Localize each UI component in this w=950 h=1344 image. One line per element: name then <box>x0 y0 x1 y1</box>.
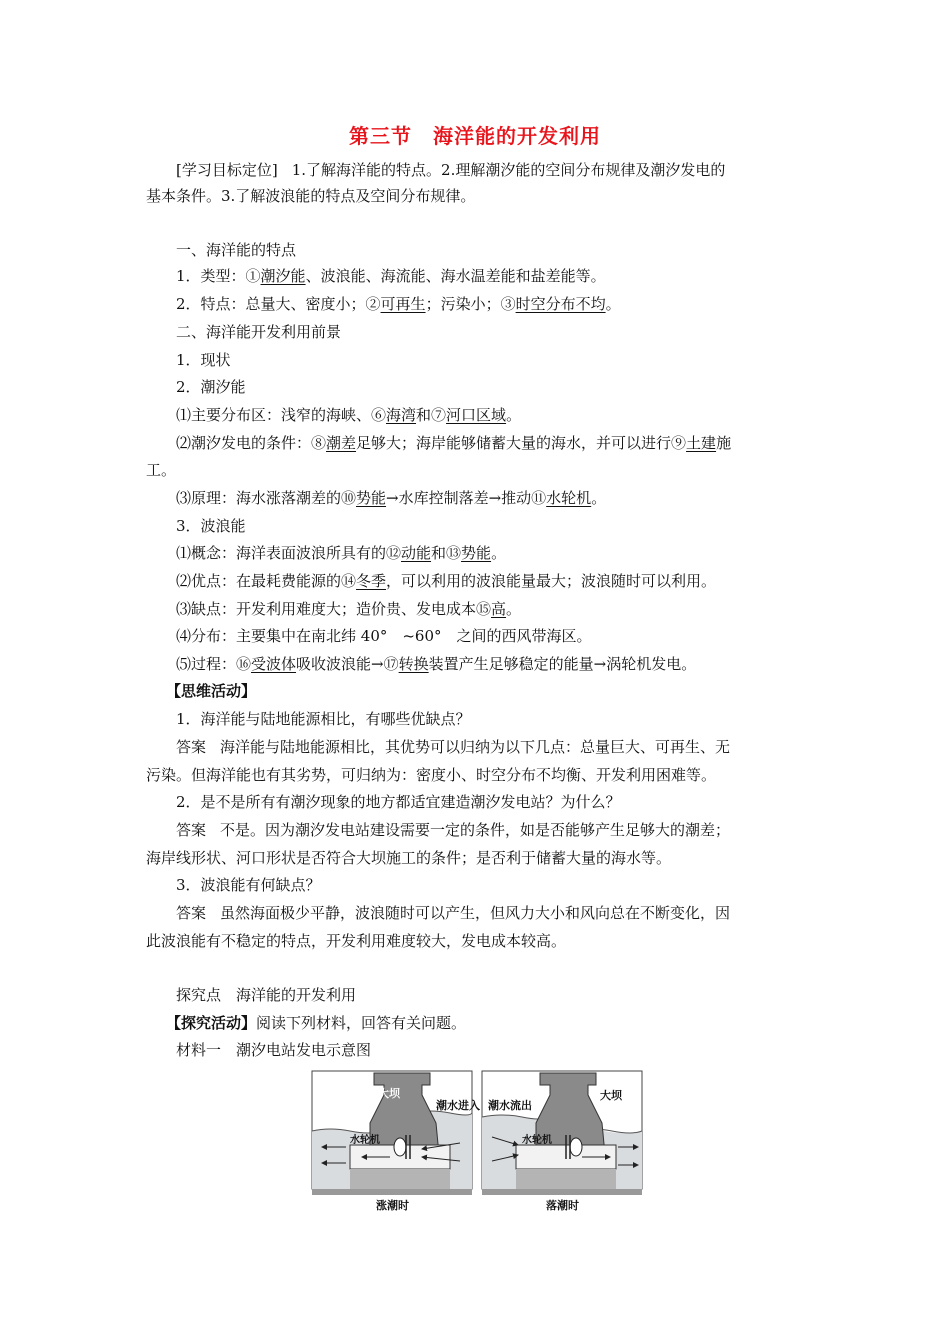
blank-answer: 受波体 <box>251 655 297 673</box>
wave-item5: ⑸过程：⑯受波体吸收波浪能→⑰转换装置产生足够稳定的能量→涡轮机发电。 <box>176 655 697 673</box>
answer-3-line1: 答案 虽然海面极少平静，波浪随时可以产生，但风力大小和风向总在不断变化，因 <box>176 904 731 922</box>
learning-objectives-line2: 基本条件。3.了解波浪能的特点及空间分布规律。 <box>146 187 476 205</box>
explore-activity: 【探究活动】阅读下列材料，回答有关问题。 <box>166 1014 467 1032</box>
material-1-title: 材料一 潮汐电站发电示意图 <box>176 1041 372 1059</box>
dam-label: 大坝 <box>378 1087 400 1100</box>
blank-answer: 海湾 <box>386 406 417 424</box>
section2-heading: 二、海洋能开发利用前景 <box>176 323 342 341</box>
answer-label: 答案 <box>176 904 207 922</box>
flow-label: 潮水流出 <box>488 1099 532 1112</box>
tidal-item3: ⑶原理：海水涨落潮差的⑩势能→水库控制落差→推动⑪水轮机。 <box>176 489 607 507</box>
activity-label: 【探究活动】 <box>166 1014 257 1032</box>
answer-1-line2: 污染。但海洋能也有其劣势，可归纳为：密度小、时空分布不均衡、开发利用困难等。 <box>146 766 717 784</box>
section1-heading: 一、海洋能的特点 <box>176 241 297 259</box>
dam-label: 大坝 <box>600 1089 622 1102</box>
turbine-label: 水轮机 <box>522 1135 552 1146</box>
answer-3-line2: 此波浪能有不稳定的特点，开发利用难度较大，发电成本较高。 <box>146 932 567 950</box>
caption-ebb: 落潮时 <box>546 1199 579 1212</box>
wave-item4: ⑷分布：主要集中在南北纬 40° ~60° 之间的西风带海区。 <box>176 627 592 645</box>
explore-point: 探究点 海洋能的开发利用 <box>176 986 357 1004</box>
blank-answer: 水轮机 <box>546 489 592 507</box>
page-title: 第三节 海洋能的开发利用 <box>349 124 601 148</box>
blank-answer: 潮差 <box>326 434 357 452</box>
tidal-power-diagram <box>310 1065 645 1220</box>
section2-status: 1．现状 <box>176 351 231 369</box>
ebb-tide-panel <box>482 1071 642 1212</box>
blank-answer: 河口区域 <box>446 406 507 424</box>
blank-answer: 动能 <box>401 544 432 562</box>
answer-2-line2: 海岸线形状、河口形状是否符合大坝施工的条件；是否利于储蓄大量的海水等。 <box>146 849 672 867</box>
blank-answer: 势能 <box>356 489 387 507</box>
blank-answer: 势能 <box>461 544 492 562</box>
section2-wave: 3．波浪能 <box>176 517 246 535</box>
turbine-label: 水轮机 <box>350 1135 380 1146</box>
blank-answer: 高 <box>491 600 507 618</box>
tidal-item1: ⑴主要分布区：浅窄的海峡、⑥海湾和⑦河口区域。 <box>176 406 522 424</box>
objectives-label: [学习目标定位] <box>176 161 278 179</box>
learning-objectives-line1: [学习目标定位] 1.了解海洋能的特点。2.理解潮汐能的空间分布规律及潮汐发电的 <box>176 161 726 179</box>
answer-label: 答案 <box>176 738 207 756</box>
section2-tidal: 2．潮汐能 <box>176 378 246 396</box>
section1-item2: 2．特点：总量大、密度小；②可再生；污染小；③时空分布不均。 <box>176 295 621 313</box>
caption-flood: 涨潮时 <box>376 1199 409 1212</box>
question-1: 1．海洋能与陆地能源相比，有哪些优缺点？ <box>176 710 471 728</box>
blank-answer: 冬季 <box>356 572 387 590</box>
section1-item1: 1．类型：①潮汐能、波浪能、海流能、海水温差能和盐差能等。 <box>176 267 606 285</box>
answer-label: 答案 <box>176 821 207 839</box>
flood-tide-panel <box>312 1071 480 1212</box>
blank-answer: 土建 <box>686 434 717 452</box>
blank-answer: 潮汐能 <box>260 267 306 285</box>
tidal-item2-cont: 工。 <box>146 461 177 479</box>
tidal-item2: ⑵潮汐发电的条件：⑧潮差足够大；海岸能够储蓄大量的海水，并可以进行⑨土建施 <box>176 434 732 452</box>
blank-answer: 可再生 <box>380 295 426 313</box>
wave-item3: ⑶缺点：开发利用难度大；造价贵、发电成本⑮高。 <box>176 600 522 618</box>
blank-answer: 时空分布不均 <box>515 295 606 313</box>
thinking-heading: 【思维活动】 <box>166 682 257 700</box>
question-2: 2．是不是所有有潮汐现象的地方都适宜建造潮汐发电站？为什么？ <box>176 793 621 811</box>
answer-2-line1: 答案 不是。因为潮汐发电站建设需要一定的条件，如是否能够产生足够大的潮差； <box>176 821 731 839</box>
flow-label: 潮水进入 <box>436 1099 480 1112</box>
wave-item1: ⑴概念：海洋表面波浪所具有的⑫动能和⑬势能。 <box>176 544 507 562</box>
question-3: 3．波浪能有何缺点？ <box>176 876 321 894</box>
blank-answer: 转换 <box>398 655 429 673</box>
wave-item2: ⑵优点：在最耗费能源的⑭冬季，可以利用的波浪能量最大；波浪随时可以利用。 <box>176 572 717 590</box>
answer-1-line1: 答案 海洋能与陆地能源相比，其优势可以归纳为以下几点：总量巨大、可再生、无 <box>176 738 731 756</box>
